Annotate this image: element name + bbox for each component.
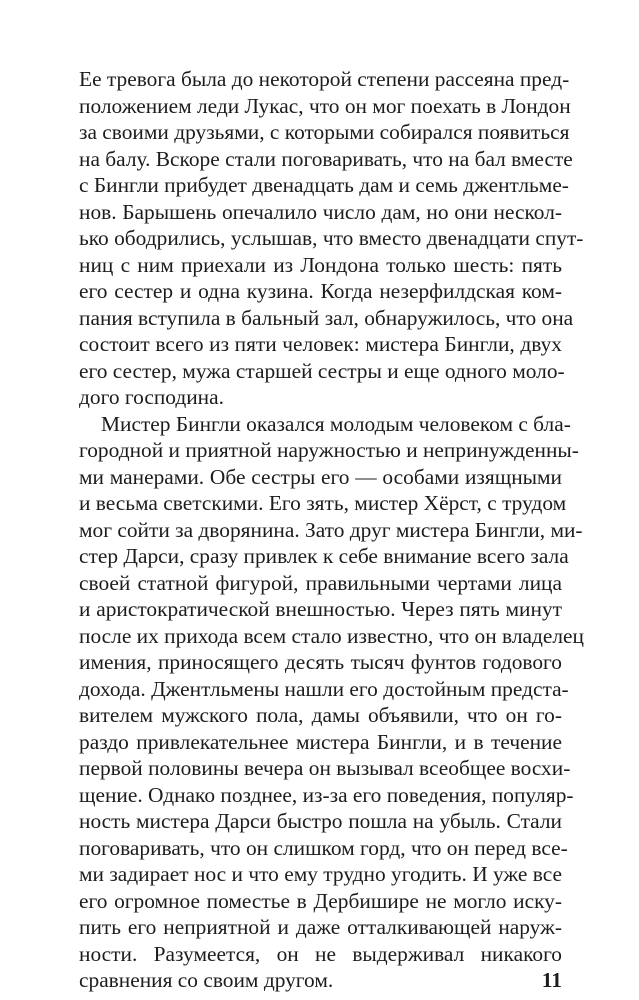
text-line: ми задирает нос и что ему трудно угодить. И уже все <box>79 862 562 886</box>
text-line: его сестер, мужа старшей сестры и еще одного моло- <box>79 358 565 383</box>
text-line: пить его неприятной и даже отталкивающей наруж- <box>79 915 562 939</box>
text-line: за своими друзьями, с которыми собирался появиться <box>79 120 570 144</box>
text-line: своей статной фигурой, правильными чертами лица <box>79 570 562 595</box>
text-line: состоит всего из пяти человек: мистера Бингли, двух <box>79 332 562 356</box>
text-line: дого господина. <box>79 385 224 409</box>
body-text <box>79 66 584 994</box>
text-line: имения, приносящего десять тысяч фунтов годового <box>79 650 562 674</box>
text-line: после их прихода всем стало известно, что он владелец <box>79 623 584 648</box>
text-line: ниц с ним приехали из Лондона только шесть: пять <box>79 252 562 277</box>
text-line: Мистер Бингли оказался молодым человеком с бла- <box>101 411 571 436</box>
text-line: и весьма светскими. Его зять, мистер Хёрст, с трудом <box>79 491 567 515</box>
text-line: нов. Барышень опечалило число дам, но они нескол- <box>79 199 562 224</box>
text-line: дохода. Джентльмены нашли его достойным предста- <box>79 676 569 701</box>
final-line-row <box>79 967 562 994</box>
text-line: сравнения со своим другом. <box>79 968 334 992</box>
text-line: городной и приятной наружностью и непринужденны- <box>79 438 579 462</box>
text-line: положением леди Лукас, что он мог поехать в Лондон <box>79 93 571 118</box>
text-line: ько ободрились, услышав, что вместо двенадцати спут- <box>79 226 584 250</box>
text-line: Ее тревога была до некоторой степени рассеяна пред- <box>79 67 570 91</box>
text-line: первой половины вечера он вызывал всеобщее восхи- <box>79 756 571 780</box>
paragraph-1 <box>79 66 584 411</box>
text-line: ности. Разумеется, он не выдерживал никакого <box>79 941 562 966</box>
text-line: и аристократической внешностью. Через пять минут <box>79 597 562 621</box>
text-line: стер Дарси, сразу привлек к себе внимание всего зала <box>79 544 569 568</box>
text-line: ность мистера Дарси быстро пошла на убыль. Стали <box>79 809 562 833</box>
text-line: поговаривать, что он слишком горд, что он перед все- <box>79 835 568 860</box>
text-line: на балу. Вскоре стали поговаривать, что на бал вместе <box>79 146 573 171</box>
text-line: ми манерами. Обе сестры его — особами изящными <box>79 464 562 489</box>
text-line: его сестер и одна кузина. Когда незерфилдская ком- <box>79 279 562 303</box>
text-line: раздо привлекательнее мистера Бингли, и в течение <box>79 729 562 754</box>
page-number: 11 <box>541 968 562 992</box>
text-line: вителем мужского пола, дамы объявили, что он го- <box>79 703 562 727</box>
text-line: пания вступила в бальный зал, обнаружилось, что она <box>79 305 574 330</box>
paragraph-2 <box>79 411 584 994</box>
text-line: его огромное поместье в Дербишире не могло иску- <box>79 888 562 913</box>
text-line: щение. Однако позднее, из-за его поведения, популяр- <box>79 782 574 807</box>
text-line: с Бингли прибудет двенадцать дам и семь джентльме- <box>79 173 569 197</box>
text-line: мог сойти за дворянина. Зато друг мистера Бингли, ми- <box>79 517 583 542</box>
